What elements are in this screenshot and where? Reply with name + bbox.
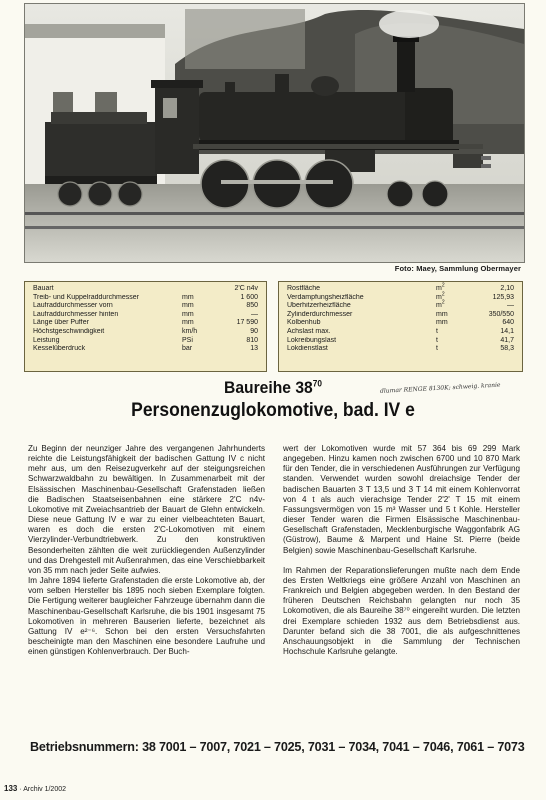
spec-unit: PSi xyxy=(182,336,193,344)
spec-row xyxy=(33,345,258,354)
spec-label: Treib- und Kuppelraddurchmesser xyxy=(33,293,139,301)
page-number: 133 xyxy=(4,784,18,793)
unit-exponent: 2 xyxy=(441,291,445,298)
spec-value: 41,7 xyxy=(500,336,514,344)
spec-label: Länge über Puffer xyxy=(33,319,89,327)
spec-label: Überhitzerheizfläche xyxy=(287,302,351,310)
spec-row xyxy=(287,299,514,311)
spec-unit-text: m xyxy=(436,285,442,292)
spec-row xyxy=(33,285,258,294)
spec-value: 2'C n4v xyxy=(234,285,258,292)
spec-value: 17 590 xyxy=(236,319,258,327)
spec-unit: km/h xyxy=(182,327,198,335)
publication-name: · Archiv 1/2002 xyxy=(19,786,67,793)
spec-unit-text: mm xyxy=(436,310,448,318)
spec-unit-text: t xyxy=(436,327,438,335)
spec-unit: bar xyxy=(182,345,193,353)
spec-value: 90 xyxy=(250,327,258,335)
operating-numbers: Betriebsnummern: 38 7001 – 7007, 7021 – 7025, 7031 – 7034, 7041 – 7046, 7061 – 7073 xyxy=(30,740,525,754)
spec-row xyxy=(287,337,514,346)
spec-row xyxy=(287,345,514,354)
spec-value: — xyxy=(507,302,514,310)
spec-value: — xyxy=(251,310,258,318)
spec-label: Verdampfungsheizfläche xyxy=(287,293,364,301)
spec-value: 640 xyxy=(502,319,514,327)
spec-label: Zylinderdurchmesser xyxy=(287,310,353,318)
spec-value: 850 xyxy=(246,302,258,310)
spec-value: 58,3 xyxy=(500,345,514,353)
spec-row xyxy=(33,294,258,303)
spec-label: Lokreibungslast xyxy=(287,336,337,344)
text-column-right xyxy=(283,444,520,657)
spec-unit: mm xyxy=(182,293,194,301)
spec-value: 14,1 xyxy=(500,327,514,335)
spec-label: Bauart xyxy=(33,285,54,292)
spec-value: 810 xyxy=(246,336,258,344)
spec-label: Laufraddurchmesser hinten xyxy=(33,310,119,318)
spec-label: Achslast max. xyxy=(287,327,331,335)
paragraph: Im Rahmen der Reparationslieferungen mußte nach dem Ende des Ersten Weltkriegs eine größere Anzahl von Maschinen an Frankreich und Belgien abgegeben werden. In den Bestand der früheren Deutschen Reichsbahn gelangten nur noch 35 Lokomotiven, die als Baureihe 38⁷⁰ eingereiht wurden. Die letzten drei Exemplare schieden 1932 aus dem Betriebsdienst aus. Darunter befand sich die 38 7001, die als aufgeschnittenes Anschauungsobjekt in die Sammlung der Technischen Hochschule Karlsruhe gelangte. xyxy=(283,565,520,656)
spec-unit xyxy=(436,311,472,320)
spec-row xyxy=(287,319,514,328)
spec-row xyxy=(287,291,514,303)
spec-unit xyxy=(436,345,472,354)
spec-unit: mm xyxy=(182,310,194,318)
spec-unit xyxy=(436,299,472,311)
text-column-left xyxy=(28,444,265,657)
spec-label: Kesselüberdruck xyxy=(33,345,86,353)
spec-value: 1 600 xyxy=(240,293,258,301)
unit-exponent: 2 xyxy=(441,282,445,289)
spec-row xyxy=(287,282,514,294)
paragraph: Im Jahre 1894 lieferte Grafenstaden die erste Lokomotive ab, der vom selben Hersteller bis 1895 noch sieben Exemplare folgten. Die Fertigung weiterer baugleicher Fahrzeuge übernahm dann die Maschinenbau-Gesellschaft Karlsruhe, die bis 1901 insgesamt 75 Lokomotiven in mehreren Bauserien lieferte, bezeichnet als Gattung IV e²⁻⁶. Schon bei den ersten Versuchsfahrten bescheinigte man den Maschinen eine besondere Laufruhe und einen günstigen Kohlenverbrauch. Der Buch- xyxy=(28,576,265,657)
title-text: Baureihe 38 xyxy=(224,378,313,397)
page-footer xyxy=(4,784,66,793)
spec-label: Lokdienstlast xyxy=(287,345,328,353)
spec-label: Leistung xyxy=(33,336,60,344)
spec-value: 350/550 xyxy=(488,310,514,318)
technical-data-table-right xyxy=(278,281,523,372)
spec-value: 13 xyxy=(250,345,258,353)
spec-unit: mm xyxy=(182,319,194,327)
title-superscript: 70 xyxy=(312,378,322,389)
paragraph: wert der Lokomotiven wurde mit 57 364 bis 69 299 Mark angegeben. Hinzu kamen noch zwischen 6700 und 10 870 Mark für den Tender, die in verschiedenen Ausführungen zur Verfügung standen. Verwendet wurden sowohl dreiachsige Tender der badischen Bauarten 3 T 13,5 und 3 T 14 mit einem Kohlenvorrat von 4 t als auch vierachsige Tender 2'2' T 15 mit einem Fassungsvermögen von 15 m³ Wasser und 5 t Kohle. Hersteller dieser Tender waren die Firmen Elsässische Maschinenbau-Gesellschaft Grafenstaden, Mecklenburgische Waggonfabrik AG (Güstrow), Baume & Marpent und Haine St. Pierre (beide Belgien) sowie Maschinenbau-Gesellschaft Karlsruhe. xyxy=(283,444,520,555)
spec-unit-text: m xyxy=(436,293,442,301)
photo-caption: Foto: Maey, Sammlung Obermayer xyxy=(394,264,521,273)
spec-label: Kolbenhub xyxy=(287,319,321,327)
spec-unit xyxy=(436,328,472,337)
spec-unit xyxy=(436,337,472,346)
article-title xyxy=(22,378,524,398)
spec-row xyxy=(33,302,258,311)
technical-data-table-left xyxy=(24,281,267,372)
spec-row xyxy=(33,328,258,337)
spec-unit xyxy=(436,319,472,328)
spec-unit xyxy=(182,285,218,294)
locomotive-illustration xyxy=(25,4,524,262)
spec-row xyxy=(33,319,258,328)
spec-unit-text: mm xyxy=(436,319,448,327)
spec-unit-text: t xyxy=(436,345,438,353)
locomotive-photo xyxy=(24,3,525,263)
article-subtitle: Personenzuglokomotive, bad. IV e xyxy=(131,400,415,421)
spec-label: Höchstgeschwindigkeit xyxy=(33,327,105,335)
spec-unit: mm xyxy=(182,302,194,310)
paragraph: Zu Beginn der neunziger Jahre des vergangenen Jahrhunderts reichte die Leistungsfähigkeit der badischen Gattung IV c nicht mehr aus, um den Reisezugverkehr auf der steigungsreichen Schwarzwaldbahn zu bewältigen. In Zusammenarbeit mit der Elsässischen Maschinenbau-Gesellschaft Grafenstaden ließen die Badischen Staatseisenbahnen eine stärkere 2'C n4v-Lokomotive mit Zweiachsantrieb der Bauart de Glehn entwickeln. Diese neue Gattung IV e war zu einer vielbeachteten Bauart, waren es doch die ersten 2'C-Lokomotiven mit einem Vierzylinder-Verbundtriebwerk. Zu den konstruktiven Besonderheiten zählten die weit zurückliegenden Außenzylinder und das Drehgestell mit Außenrahmen, das eine Verschiebbarkeit von 35 mm nach jeder Seite aufwies. xyxy=(28,444,265,575)
spec-unit-text: m xyxy=(436,302,442,310)
unit-exponent: 2 xyxy=(441,299,445,306)
spec-label: Rostfläche xyxy=(287,285,321,292)
spec-value: 125,93 xyxy=(492,293,514,301)
handwritten-annotation: dlumar RENGE 8130K; schweig. kranie xyxy=(379,381,501,395)
spec-row xyxy=(33,311,258,320)
spec-value: 2,10 xyxy=(500,285,514,292)
spec-unit-text: t xyxy=(436,336,438,344)
spec-label: Laufraddurchmesser vorn xyxy=(33,302,113,310)
spec-row xyxy=(33,337,258,346)
spec-row xyxy=(287,328,514,337)
spec-row xyxy=(287,311,514,320)
